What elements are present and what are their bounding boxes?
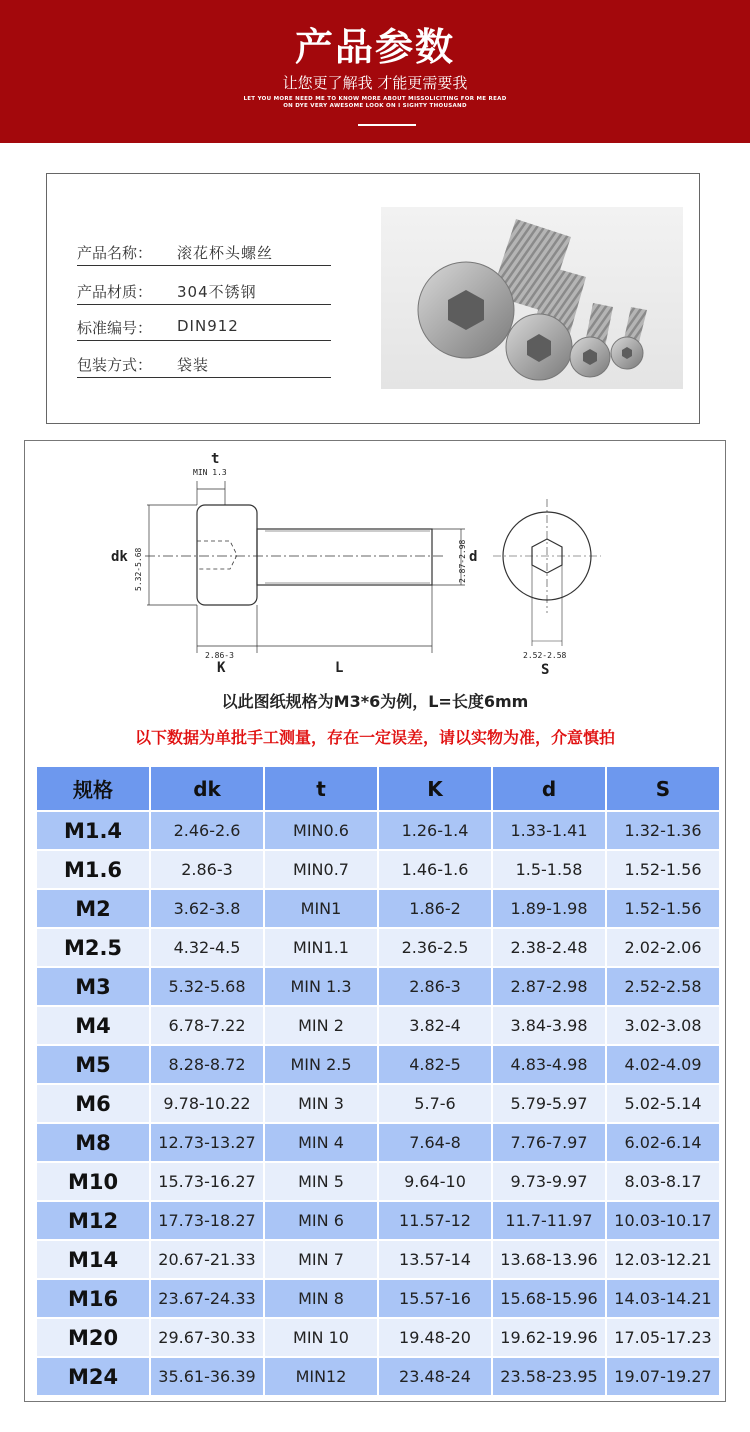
page-title: 产品参数 xyxy=(294,25,455,69)
table-row xyxy=(37,929,719,966)
size-cell: M3 xyxy=(37,968,149,1005)
value-cell: 17.73-18.27 xyxy=(151,1202,263,1239)
info-row-standard xyxy=(77,316,331,341)
value-cell: 14.03-14.21 xyxy=(607,1280,719,1317)
size-cell: M24 xyxy=(37,1358,149,1395)
info-row-name xyxy=(77,241,331,266)
value-cell: 2.86-3 xyxy=(379,968,491,1005)
spec-table xyxy=(35,765,721,1397)
value-cell: 15.73-16.27 xyxy=(151,1163,263,1200)
spec-panel xyxy=(24,440,726,1402)
header-d: d xyxy=(493,767,605,810)
value-cell: 3.84-3.98 xyxy=(493,1007,605,1044)
value-cell: 5.79-5.97 xyxy=(493,1085,605,1122)
info-row-packaging xyxy=(77,353,331,378)
value-cell: 1.5-1.58 xyxy=(493,851,605,888)
size-cell: M16 xyxy=(37,1280,149,1317)
value-cell: 11.57-12 xyxy=(379,1202,491,1239)
table-row xyxy=(37,968,719,1005)
value-cell: MIN 5 xyxy=(265,1163,377,1200)
table-row xyxy=(37,851,719,888)
value-cell: 4.82-5 xyxy=(379,1046,491,1083)
value-cell: 19.48-20 xyxy=(379,1319,491,1356)
shank-outline xyxy=(257,529,432,585)
value-cell: 1.86-2 xyxy=(379,890,491,927)
value-cell: 1.33-1.41 xyxy=(493,812,605,849)
value-cell: MIN 1.3 xyxy=(265,968,377,1005)
value-cell: 5.7-6 xyxy=(379,1085,491,1122)
d-label: d xyxy=(469,549,478,565)
value-cell: 15.57-16 xyxy=(379,1280,491,1317)
value-cell: MIN12 xyxy=(265,1358,377,1395)
value-cell: 1.89-1.98 xyxy=(493,890,605,927)
header-banner xyxy=(0,0,750,143)
info-row-material xyxy=(77,280,331,305)
table-row xyxy=(37,1241,719,1278)
value-cell: 2.46-2.6 xyxy=(151,812,263,849)
table-row xyxy=(37,812,719,849)
info-label: 包装方式： xyxy=(77,356,153,374)
value-cell: 3.62-3.8 xyxy=(151,890,263,927)
value-cell: MIN 2 xyxy=(265,1007,377,1044)
value-cell: MIN0.6 xyxy=(265,812,377,849)
header-t: t xyxy=(265,767,377,810)
size-cell: M20 xyxy=(37,1319,149,1356)
value-cell: 1.52-1.56 xyxy=(607,890,719,927)
value-cell: 11.7-11.97 xyxy=(493,1202,605,1239)
value-cell: 5.02-5.14 xyxy=(607,1085,719,1122)
table-row xyxy=(37,1202,719,1239)
value-cell: 2.52-2.58 xyxy=(607,968,719,1005)
k-value: 2.86-3 xyxy=(205,651,234,660)
banner-tagline-2: ON DYE VERY AWESOME LOOK ON I SIGHTY THOUSAND xyxy=(283,103,467,109)
size-cell: M2 xyxy=(37,890,149,927)
table-row xyxy=(37,1046,719,1083)
value-cell: 6.02-6.14 xyxy=(607,1124,719,1161)
value-cell: MIN 7 xyxy=(265,1241,377,1278)
dk-value: 5.32-5.68 xyxy=(134,547,143,591)
s-value: 2.52-2.58 xyxy=(523,651,567,660)
value-cell: MIN0.7 xyxy=(265,851,377,888)
value-cell: 23.48-24 xyxy=(379,1358,491,1395)
value-cell: 17.05-17.23 xyxy=(607,1319,719,1356)
value-cell: MIN 3 xyxy=(265,1085,377,1122)
header-dk: dk xyxy=(151,767,263,810)
value-cell: 4.83-4.98 xyxy=(493,1046,605,1083)
value-cell: 2.02-2.06 xyxy=(607,929,719,966)
info-label: 标准编号： xyxy=(77,319,153,337)
value-cell: 2.36-2.5 xyxy=(379,929,491,966)
value-cell: 2.86-3 xyxy=(151,851,263,888)
value-cell: 8.28-8.72 xyxy=(151,1046,263,1083)
value-cell: MIN1.1 xyxy=(265,929,377,966)
value-cell: 5.32-5.68 xyxy=(151,968,263,1005)
value-cell: 2.38-2.48 xyxy=(493,929,605,966)
dk-label: dk xyxy=(111,549,128,565)
banner-tagline-1: LET YOU MORE NEED ME TO KNOW MORE ABOUT MISSOLICITING FOR ME READ xyxy=(243,96,507,102)
header-k: K xyxy=(379,767,491,810)
size-cell: M12 xyxy=(37,1202,149,1239)
table-row xyxy=(37,1007,719,1044)
header-size: 规格 xyxy=(37,767,149,810)
head-outline xyxy=(197,505,257,605)
spec-table-body xyxy=(37,812,719,1395)
size-cell: M2.5 xyxy=(37,929,149,966)
value-cell: 7.76-7.97 xyxy=(493,1124,605,1161)
banner-subtitle: 让您更了解我 才能更需要我 xyxy=(282,74,468,92)
value-cell: MIN 4 xyxy=(265,1124,377,1161)
size-cell: M5 xyxy=(37,1046,149,1083)
size-cell: M8 xyxy=(37,1124,149,1161)
value-cell: 10.03-10.17 xyxy=(607,1202,719,1239)
value-cell: 13.68-13.96 xyxy=(493,1241,605,1278)
value-cell: MIN 8 xyxy=(265,1280,377,1317)
value-cell: 9.64-10 xyxy=(379,1163,491,1200)
size-cell: M1.6 xyxy=(37,851,149,888)
table-header-row xyxy=(37,767,719,810)
table-row xyxy=(37,1124,719,1161)
screws-illustration xyxy=(381,207,683,389)
d-value: 2.87-2.98 xyxy=(458,539,467,583)
value-cell: 8.03-8.17 xyxy=(607,1163,719,1200)
table-row xyxy=(37,1085,719,1122)
technical-drawing xyxy=(25,441,727,681)
table-row xyxy=(37,1163,719,1200)
value-cell: 35.61-36.39 xyxy=(151,1358,263,1395)
info-label: 产品名称： xyxy=(77,244,153,262)
size-cell: M1.4 xyxy=(37,812,149,849)
value-cell: 1.26-1.4 xyxy=(379,812,491,849)
value-cell: 23.67-24.33 xyxy=(151,1280,263,1317)
table-row xyxy=(37,890,719,927)
value-cell: 3.02-3.08 xyxy=(607,1007,719,1044)
value-cell: 19.62-19.96 xyxy=(493,1319,605,1356)
value-cell: 13.57-14 xyxy=(379,1241,491,1278)
k-label: K xyxy=(217,660,226,676)
value-cell: 19.07-19.27 xyxy=(607,1358,719,1395)
size-cell: M4 xyxy=(37,1007,149,1044)
info-label: 产品材质： xyxy=(77,283,153,301)
s-label: S xyxy=(541,662,550,678)
product-photo xyxy=(381,207,683,389)
header-s: S xyxy=(607,767,719,810)
table-row xyxy=(37,1280,719,1317)
banner-divider xyxy=(358,124,416,126)
value-cell: MIN1 xyxy=(265,890,377,927)
l-label: L xyxy=(335,660,344,676)
value-cell: 29.67-30.33 xyxy=(151,1319,263,1356)
value-cell: 9.78-10.22 xyxy=(151,1085,263,1122)
value-cell: 7.64-8 xyxy=(379,1124,491,1161)
value-cell: 3.82-4 xyxy=(379,1007,491,1044)
value-cell: 1.32-1.36 xyxy=(607,812,719,849)
info-value: 304不锈钢 xyxy=(177,283,257,301)
value-cell: 9.73-9.97 xyxy=(493,1163,605,1200)
info-value: 袋装 xyxy=(177,356,210,374)
value-cell: 12.03-12.21 xyxy=(607,1241,719,1278)
table-row xyxy=(37,1358,719,1395)
value-cell: 1.46-1.6 xyxy=(379,851,491,888)
value-cell: MIN 2.5 xyxy=(265,1046,377,1083)
value-cell: 20.67-21.33 xyxy=(151,1241,263,1278)
value-cell: 4.02-4.09 xyxy=(607,1046,719,1083)
product-info-panel xyxy=(46,173,700,424)
value-cell: 6.78-7.22 xyxy=(151,1007,263,1044)
size-cell: M6 xyxy=(37,1085,149,1122)
size-cell: M10 xyxy=(37,1163,149,1200)
t-label: t xyxy=(211,451,220,467)
value-cell: MIN 6 xyxy=(265,1202,377,1239)
value-cell: 2.87-2.98 xyxy=(493,968,605,1005)
table-row xyxy=(37,1319,719,1356)
example-caption: 以此图纸规格为M3*6为例，L=长度6mm xyxy=(221,692,529,711)
value-cell: MIN 10 xyxy=(265,1319,377,1356)
value-cell: 1.52-1.56 xyxy=(607,851,719,888)
value-cell: 4.32-4.5 xyxy=(151,929,263,966)
info-value: DIN912 xyxy=(177,317,239,335)
warning-caption: 以下数据为单批手工测量，存在一定误差，请以实物为准，介意慎拍 xyxy=(134,728,615,747)
value-cell: 12.73-13.27 xyxy=(151,1124,263,1161)
value-cell: 23.58-23.95 xyxy=(493,1358,605,1395)
t-note: MIN 1.3 xyxy=(193,468,227,477)
size-cell: M14 xyxy=(37,1241,149,1278)
value-cell: 15.68-15.96 xyxy=(493,1280,605,1317)
info-value: 滚花杯头螺丝 xyxy=(177,244,274,262)
